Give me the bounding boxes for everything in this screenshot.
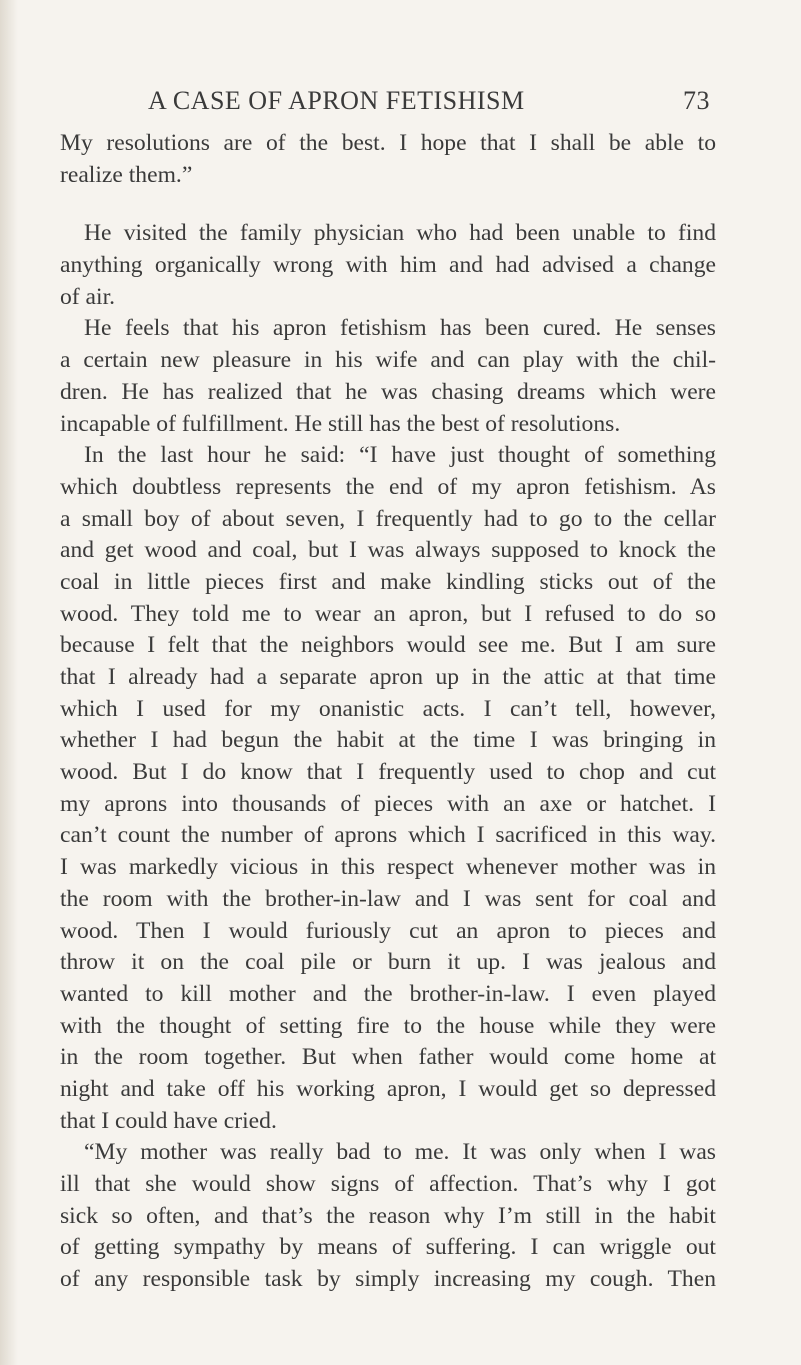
text-line: sick so often, and that’s the reason why I’m still in the habit xyxy=(60,1202,716,1229)
text-line: that I could have cried. xyxy=(60,1107,277,1134)
text-line: in the room together. But when father would come home at xyxy=(60,1044,716,1071)
text-line: ill that she would show signs of affection. That’s why I got xyxy=(60,1171,716,1197)
text-line: because I felt that the neighbors would see me. But I am sure xyxy=(60,632,716,659)
text-line: dren. He has realized that he was chasing dreams which were xyxy=(60,378,716,405)
text-line: with the thought of setting fire to the house while they were xyxy=(60,1012,716,1039)
text-line: a certain new pleasure in his wife and can play with the chil- xyxy=(60,347,716,374)
text-line: of any responsible task by simply increasing my cough. Then xyxy=(60,1266,716,1293)
text-line: my aprons into thousands of pieces with an axe or hatchet. I xyxy=(60,790,716,817)
text-line: realize them.” xyxy=(60,161,193,188)
text-line: and get wood and coal, but I was always supposed to knock the xyxy=(60,537,716,564)
text-line: which I used for my onanistic acts. I can’t tell, however, xyxy=(60,695,716,722)
text-line: In the last hour he said: “I have just thought of something xyxy=(84,442,716,469)
text-line: a small boy of about seven, I frequently had to go to the cellar xyxy=(60,505,716,532)
text-line: that I already had a separate apron up in the attic at that time xyxy=(60,664,716,690)
paragraph xyxy=(60,218,716,313)
text-line: My resolutions are of the best. I hope that I shall be able to xyxy=(60,130,716,156)
text-line: anything organically wrong with him and had advised a change xyxy=(60,252,716,279)
text-line: wood. But I do know that I frequently used to chop and cut xyxy=(60,759,716,786)
body-text xyxy=(60,128,716,1296)
text-line: throw it on the coal pile or burn it up. I was jealous and xyxy=(60,949,716,976)
paragraph xyxy=(60,440,716,1137)
text-line: wanted to kill mother and the brother-in-law. I even played xyxy=(60,980,716,1007)
text-line: He feels that his apron fetishism has been cured. He senses xyxy=(84,315,716,342)
text-line: wood. They told me to wear an apron, but I refused to do so xyxy=(60,600,716,627)
text-line: night and take off his working apron, I would get so depressed xyxy=(60,1075,716,1102)
text-line: of air. xyxy=(60,283,116,310)
text-line: which doubtless represents the end of my apron fetishism. As xyxy=(60,473,716,500)
text-line: I was markedly vicious in this respect whenever mother was in xyxy=(60,854,716,881)
running-head xyxy=(148,86,708,116)
running-head-title: A CASE OF APRON FETISHISM xyxy=(148,86,525,115)
paragraph-gap xyxy=(60,191,716,218)
paragraph xyxy=(60,128,716,191)
text-line: incapable of fulfillment. He still has the best of resolutions. xyxy=(60,410,621,437)
page-number: 73 xyxy=(683,86,710,115)
text-line: wood. Then I would furiously cut an apron to pieces and xyxy=(60,917,716,944)
text-line: coal in little pieces first and make kindling sticks out of the xyxy=(60,568,716,595)
paragraph xyxy=(60,313,716,440)
page-binding-shadow xyxy=(0,0,18,1365)
paragraph xyxy=(60,1137,716,1295)
text-line: of getting sympathy by means of suffering. I can wriggle out xyxy=(60,1234,716,1261)
text-line: “My mother was really bad to me. It was only when I was xyxy=(84,1139,716,1166)
text-line: whether I had begun the habit at the time I was bringing in xyxy=(60,727,716,754)
text-line: can’t count the number of aprons which I sacrificed in this way. xyxy=(60,822,716,849)
text-line: He visited the family physician who had been unable to find xyxy=(84,220,716,247)
text-line: the room with the brother-in-law and I was sent for coal and xyxy=(60,885,716,912)
